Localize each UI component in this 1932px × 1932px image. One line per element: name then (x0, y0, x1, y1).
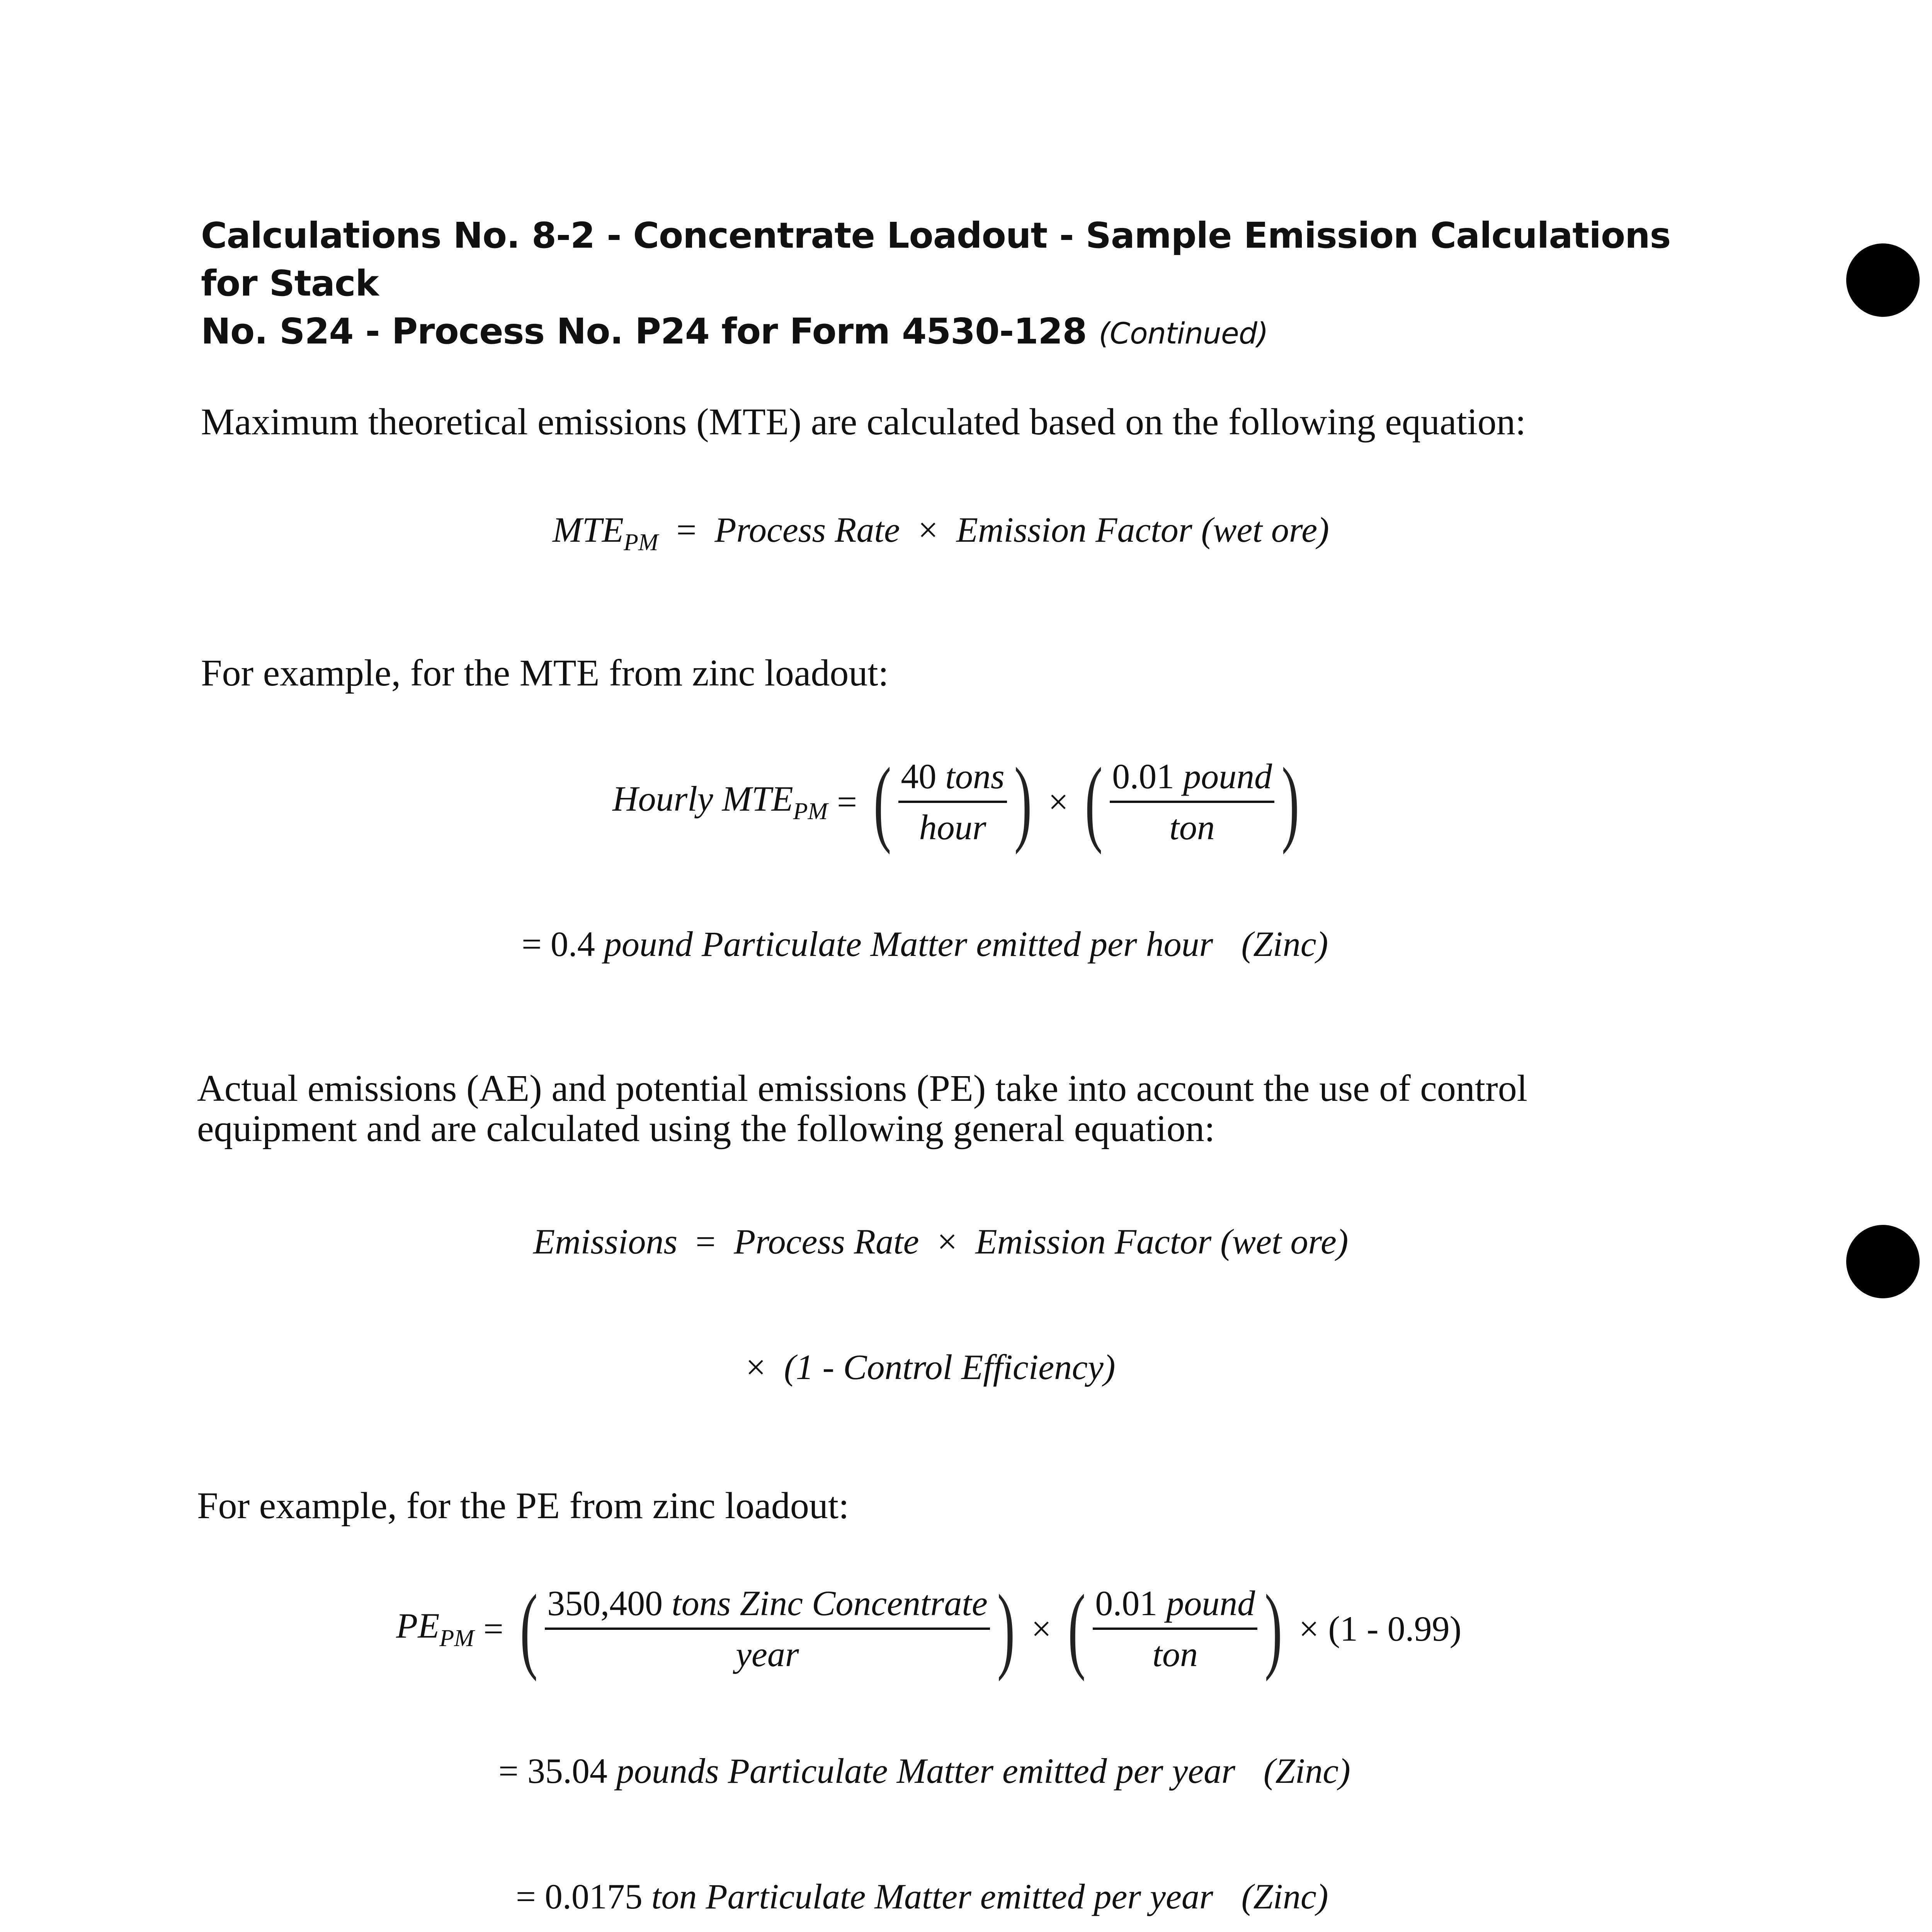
eq4-fraction-rate (545, 1583, 990, 1675)
paragraph-ae-pe-intro (197, 1068, 1527, 1149)
eq1-times: × (918, 510, 938, 549)
eq2-f1-num-unit: tons (945, 757, 1005, 796)
eq4-lhs-sub: PM (439, 1625, 474, 1651)
eq4-f2-numerator (1093, 1583, 1257, 1630)
eq2-lhs: Hourly MTE (612, 779, 793, 818)
eq2-result-prefix: = 0.4 (522, 924, 595, 964)
eq2-f2-num-unit: pound (1183, 757, 1272, 796)
binder-hole-middle (1846, 1225, 1920, 1298)
eq2-result-tag: (Zinc) (1241, 924, 1328, 964)
eq1-emission-factor: Emission Factor (wet ore) (956, 510, 1329, 549)
eq2-f1-denominator: hour (919, 808, 986, 847)
para3-line-2: equipment and are calculated using the following general equation: (197, 1108, 1215, 1150)
eq2-right-paren-2: ) (1281, 748, 1299, 855)
eq2-right-paren-1: ) (1014, 748, 1032, 855)
eq4-result2-text: ton Particulate Matter emitted per year (651, 1877, 1213, 1916)
eq4-fraction-factor (1093, 1583, 1257, 1675)
eq2-f1-numerator (898, 756, 1007, 803)
eq4-lhs: PE (396, 1606, 440, 1645)
eq2-result-text: pound Particulate Matter emitted per hour (604, 924, 1213, 964)
eq4-f2-num-val: 0.01 (1095, 1583, 1158, 1623)
eq4-times: × (1031, 1609, 1051, 1648)
eq4-f1-num-val: 350,400 (547, 1583, 663, 1623)
eq2-times: × (1048, 782, 1068, 821)
heading-line-1: Calculations No. 8-2 - Concentrate Loadout - Sample Emission Calculations for Stack (201, 215, 1671, 304)
eq4-result2-tag: (Zinc) (1241, 1877, 1328, 1916)
eq2-f1-num-val: 40 (901, 757, 937, 796)
heading-continued: (Continued) (1099, 316, 1268, 350)
eq2-f2-denominator: ton (1169, 808, 1215, 847)
eq4-result1-text: pounds Particulate Matter emitted per year (616, 1751, 1235, 1791)
eq4-tail-times: × (1299, 1609, 1319, 1648)
eq2-f2-num-val: 0.01 (1112, 757, 1175, 796)
equation-pe-result-pounds (498, 1750, 1350, 1791)
binder-hole-top (1846, 243, 1920, 317)
eq1-lhs-sub: PM (624, 529, 658, 556)
eq2-lhs-sub: PM (793, 798, 828, 825)
eq3-process-rate: Process Rate (734, 1222, 919, 1261)
eq4-equals: = (483, 1609, 503, 1648)
paragraph-mte-intro: Maximum theoretical emissions (MTE) are calculated based on the following equation: (201, 401, 1526, 443)
eq4-result1-tag: (Zinc) (1263, 1751, 1350, 1791)
eq1-equals: = (676, 510, 697, 549)
heading-line-2 (201, 308, 1739, 357)
eq3-times: × (937, 1222, 957, 1261)
heading-line-2-text: No. S24 - Process No. P24 for Form 4530-128 (201, 311, 1087, 352)
eq4-f1-num-unit: tons Zinc Concentrate (672, 1583, 988, 1623)
paragraph-mte-example: For example, for the MTE from zinc loadout: (201, 652, 889, 694)
paragraph-pe-example: For example, for the PE from zinc loadout: (197, 1485, 849, 1527)
eq2-fraction-rate (898, 756, 1007, 848)
eq4-lhs-group (396, 1605, 474, 1652)
eq2-left-paren-2: ( (1085, 748, 1103, 855)
eq3-equals: = (696, 1222, 716, 1261)
eq4-right-paren-2: ) (1264, 1575, 1282, 1682)
equation-emissions-control-term (746, 1347, 1115, 1388)
eq4-f2-denominator: ton (1152, 1634, 1198, 1674)
equation-emissions-general (533, 1221, 1348, 1262)
para3-line-1: Actual emissions (AE) and potential emissions (PE) take into account the use of control (197, 1068, 1527, 1109)
eq2-left-paren-1: ( (873, 748, 891, 855)
equation-hourly-mte-result (522, 923, 1328, 964)
eq2-f2-numerator (1110, 756, 1274, 803)
equation-pe-result-tons (516, 1876, 1328, 1917)
eq4-f2-num-unit: pound (1166, 1583, 1255, 1623)
eq3-lhs: Emissions (533, 1222, 678, 1261)
eq1-lhs: MTE (553, 510, 624, 549)
eq4-result1-prefix: = 35.04 (498, 1751, 607, 1791)
eq3-emission-factor: Emission Factor (wet ore) (975, 1222, 1349, 1261)
eq4-tail: (1 - 0.99) (1328, 1609, 1462, 1648)
eq4-f1-denominator: year (736, 1634, 799, 1674)
eq4-left-paren-1: ( (520, 1575, 538, 1682)
eq2-equals: = (837, 782, 857, 821)
eq3-line2-times: × (746, 1347, 766, 1387)
eq4-left-paren-2: ( (1068, 1575, 1086, 1682)
eq4-result2-prefix: = 0.0175 (516, 1877, 643, 1916)
equation-mte-general (553, 509, 1329, 556)
eq3-line2: (1 - Control Efficiency) (784, 1347, 1116, 1387)
eq1-process-rate: Process Rate (714, 510, 900, 549)
section-heading (201, 212, 1739, 357)
equation-pe (396, 1575, 1462, 1682)
eq4-f1-numerator (545, 1583, 990, 1630)
eq4-right-paren-1: ) (997, 1575, 1015, 1682)
eq2-fraction-factor (1110, 756, 1274, 848)
equation-hourly-mte (612, 748, 1306, 855)
eq2-lhs-group (612, 778, 828, 825)
